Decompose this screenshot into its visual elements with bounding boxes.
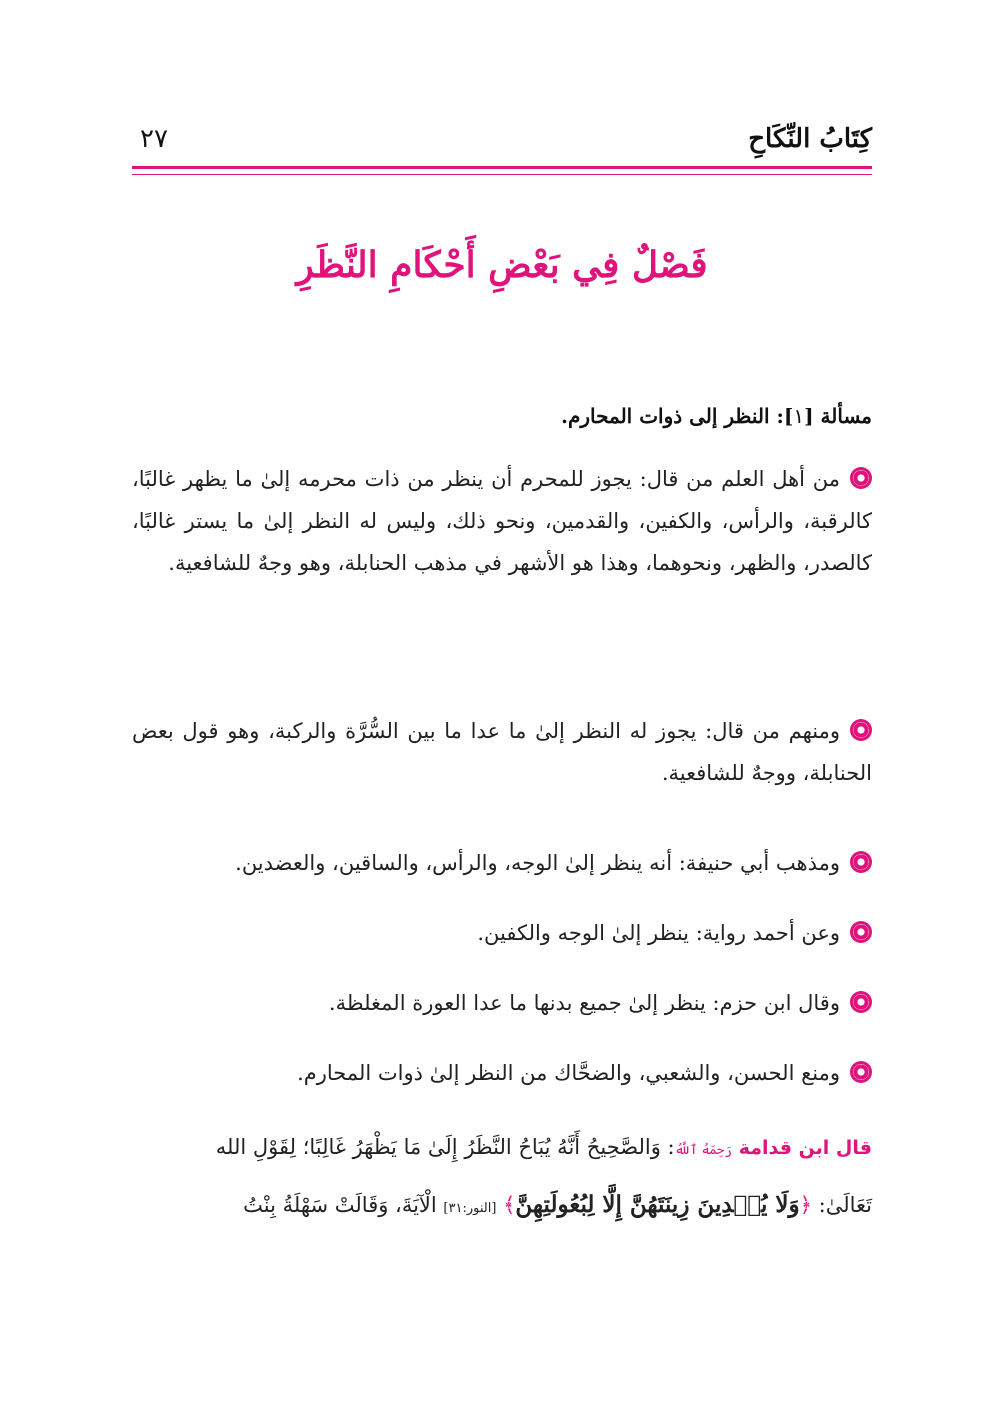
paragraph xyxy=(329,982,872,1024)
flower-bullet-icon xyxy=(850,467,872,489)
quote-text: الْآيَةَ، وَقَالَتْ سَهْلَةُ بِنْتُ xyxy=(243,1193,444,1217)
paragraph xyxy=(297,1052,872,1094)
issue-suffix: ]: xyxy=(776,404,794,428)
paragraph xyxy=(132,710,872,794)
quote-text: : وَالصَّحِيحُ أَنَّهُ يُبَاحُ النَّظَرُ إِلَىٰ مَا يَظْهَرُ غَالِبًا؛ لِقَوْلِ الله xyxy=(215,1135,675,1159)
page-header xyxy=(132,118,872,162)
paragraph-text: ومذهب أبي حنيفة: أنه ينظر إلىٰ الوجه، والرأس، والساقين، والعضدين. xyxy=(235,851,840,875)
flower-bullet-icon xyxy=(850,991,872,1013)
flower-bullet-icon xyxy=(850,921,872,943)
flower-bullet-icon xyxy=(850,851,872,873)
issue-prefix: مسألة [ xyxy=(804,404,872,428)
book-title: كِتَابُ النِّكَاحِ xyxy=(748,124,872,154)
paragraph-text: من أهل العلم من قال: يجوز للمحرم أن ينظر من ذات محرمه إلىٰ ما يظهر غالبًا، كالرقبة، والرأس، والكفين، والقدمين، ونحو ذلك، وليس له النظر إلىٰ ما يستر غالبًا، كالصدر، والظهر، ونحوهما، وهذا هو الأشهر في مذهب الحنابلة، وهو وجهٌ للشافعية. xyxy=(132,467,872,575)
quote-line-2 xyxy=(132,1184,872,1230)
paragraph-text: وقال ابن حزم: ينظر إلىٰ جميع بدنها ما عدا العورة المغلظة. xyxy=(328,991,840,1015)
paragraph-text: ومنع الحسن، والشعبي، والضحَّاك من النظر إلىٰ ذوات المحارم. xyxy=(297,1061,840,1085)
issue-number: ١ xyxy=(793,404,805,428)
paragraph-text: وعن أحمد رواية: ينظر إلىٰ الوجه والكفين. xyxy=(477,921,840,945)
header-rule-thick xyxy=(132,166,872,169)
paragraph xyxy=(132,458,872,584)
paragraph xyxy=(235,842,872,884)
quote-speaker: قال ابن قدامة xyxy=(738,1137,872,1159)
page-number: ٢٧ xyxy=(140,124,168,154)
chapter-title: فَصْلٌ فِي بَعْضِ أَحْكَامِ النَّظَرِ xyxy=(296,244,708,286)
quote-honorific: رَحِمَهُ ٱللَّهُ xyxy=(674,1143,733,1158)
quote-text: تَعَالَىٰ: xyxy=(811,1193,872,1217)
header-rule-thin xyxy=(132,174,872,175)
verse-reference: [النور:٣١] xyxy=(443,1201,497,1216)
quote-line-1 xyxy=(132,1126,872,1172)
verse-open-bracket: ﴿ xyxy=(799,1193,812,1217)
flower-bullet-icon xyxy=(850,719,872,741)
issue-title: النظر إلى ذوات المحارم. xyxy=(561,404,770,428)
verse-close-bracket: ﴾ xyxy=(503,1193,516,1217)
paragraph-text: ومنهم من قال: يجوز له النظر إلىٰ ما عدا ما بين السُّرَّة والركبة، وهو قول بعض الحنابلة، ووجهٌ للشافعية. xyxy=(132,719,872,785)
flower-bullet-icon xyxy=(850,1061,872,1083)
issue-heading xyxy=(561,404,872,428)
quran-verse: وَلَا يُبۡدِينَ زِينَتَهُنَّ إِلَّا لِبُعُولَتِهِنَّ xyxy=(515,1191,800,1218)
paragraph xyxy=(477,912,872,954)
